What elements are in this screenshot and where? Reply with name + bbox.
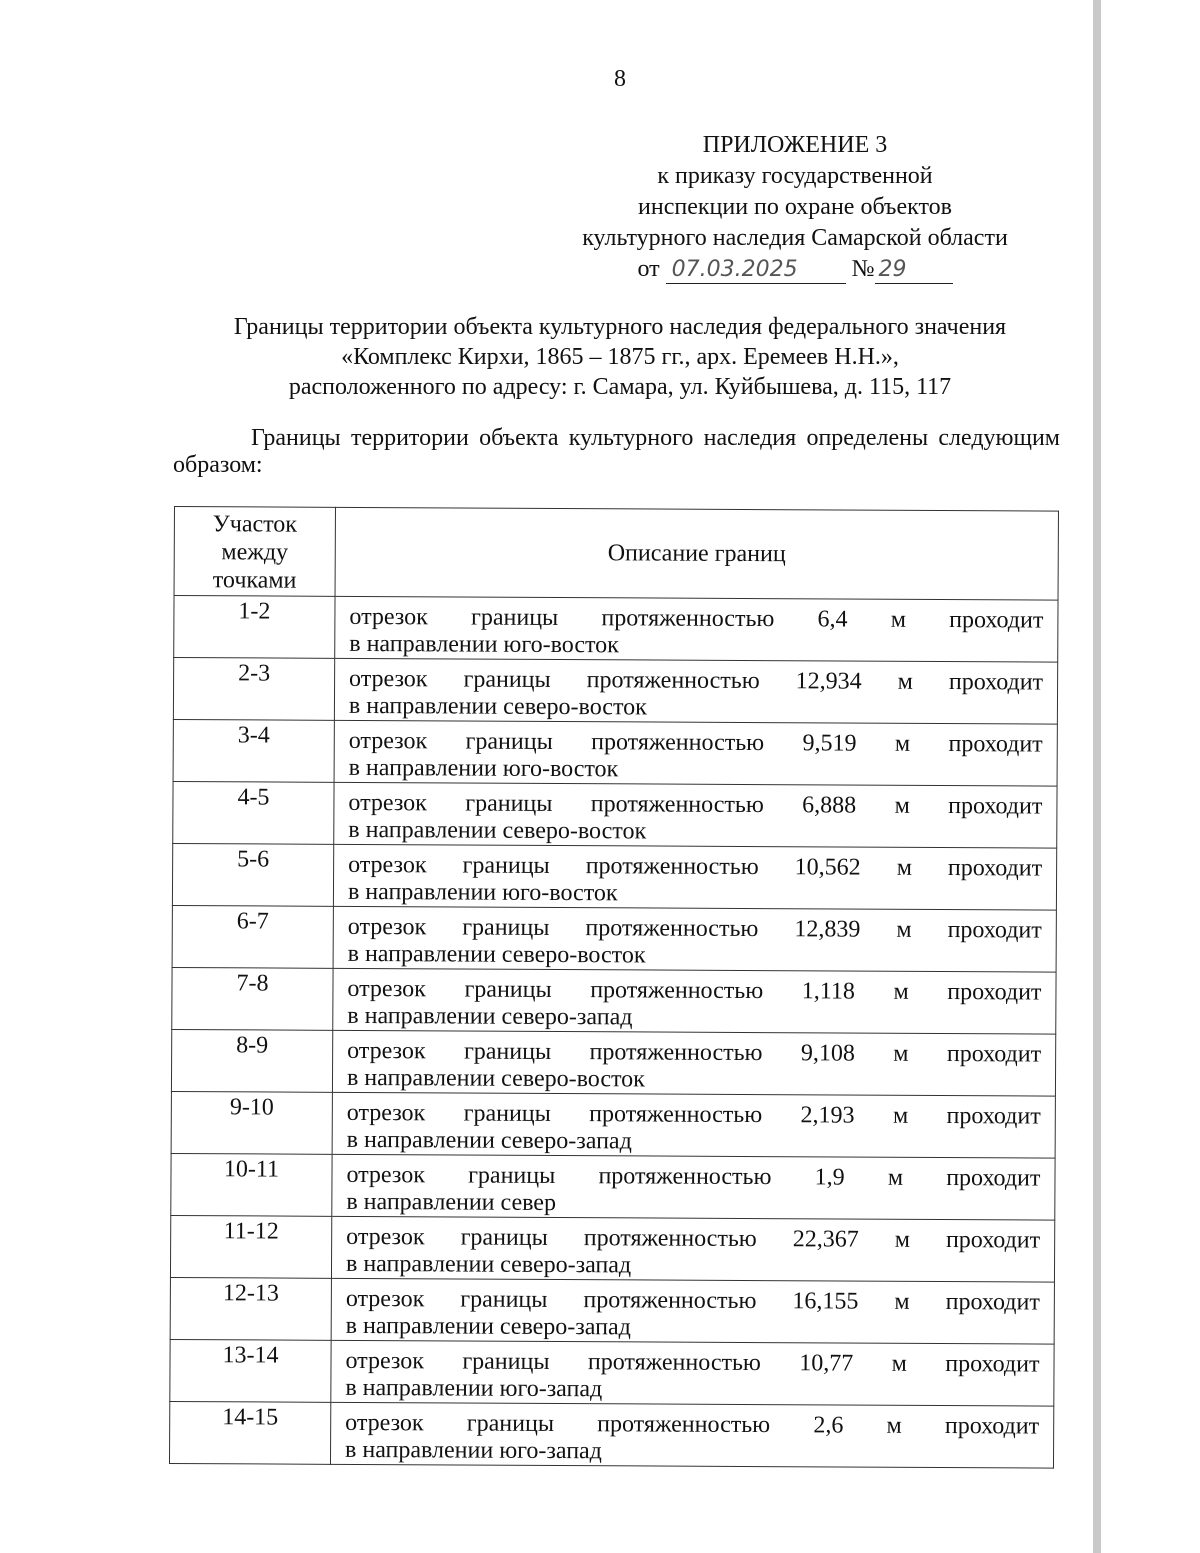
word-passes: проходит [945, 1288, 1040, 1316]
length-value: 10,77 [799, 1349, 854, 1377]
word-segment: отрезок [348, 851, 427, 878]
length-value: 10,562 [794, 853, 861, 881]
word-boundary: границы [463, 1038, 552, 1065]
word-boundary: границы [465, 790, 553, 817]
word-boundary: границы [463, 666, 551, 693]
length-value: 12,934 [795, 667, 862, 695]
header-segment-line: между [221, 539, 289, 566]
table-row [171, 1091, 1055, 1158]
header-description: Описание границ [335, 507, 1058, 600]
word-segment: отрезок [345, 1409, 424, 1436]
segment-cell: 1-2 [174, 596, 335, 659]
scan-margin [1101, 0, 1200, 1553]
word-boundary: границы [466, 1410, 555, 1437]
word-segment: отрезок [346, 1099, 426, 1126]
word-segment: отрезок [347, 975, 426, 1002]
segment-cell: 13-14 [170, 1339, 331, 1402]
description-line-1 [345, 1342, 1039, 1378]
word-passes: проходит [948, 668, 1044, 696]
direction-text: в направлении юго-восток [347, 878, 618, 906]
table-row [172, 905, 1056, 972]
length-value: 1,9 [814, 1163, 845, 1191]
description-cell [330, 1402, 1053, 1468]
word-segment: отрезок [348, 789, 427, 816]
direction-text: в направлении северо-запад [345, 1250, 632, 1278]
table-row [171, 1029, 1055, 1096]
length-value: 12,839 [794, 915, 861, 943]
from-label: от [637, 256, 660, 282]
length-value: 6,888 [802, 791, 857, 819]
boundaries-table [169, 506, 1059, 1469]
length-unit: м [886, 1412, 902, 1439]
table-row [170, 1277, 1054, 1344]
word-passes: проходит [945, 1226, 1041, 1254]
word-passes: проходит [946, 1040, 1042, 1068]
description-line-1 [349, 660, 1043, 696]
word-boundary: границы [468, 1162, 556, 1189]
header-segment [174, 507, 335, 597]
length-unit: м [891, 1350, 907, 1377]
description-line-1 [348, 784, 1042, 820]
table-row [173, 781, 1057, 848]
word-length: протяженностью [589, 1038, 763, 1066]
word-length: протяженностью [583, 1286, 757, 1314]
word-segment: отрезок [349, 665, 428, 692]
appendix-line-2: инспекции по охране объектов [638, 194, 952, 220]
word-boundary: границы [463, 1100, 551, 1127]
handwritten-number: 29 [875, 257, 953, 284]
length-unit: м [890, 606, 907, 633]
word-passes: проходит [944, 1412, 1040, 1440]
direction-text: в направлении северо-восток [348, 816, 647, 844]
length-unit: м [894, 1288, 910, 1315]
direction-text: в направлении северо-запад [347, 1002, 633, 1030]
description-cell [334, 720, 1057, 786]
scan-page-edge [1093, 0, 1101, 1553]
word-length: протяженностью [585, 914, 759, 942]
length-value: 2,6 [813, 1411, 844, 1439]
description-line-1 [346, 1280, 1040, 1316]
description-cell [332, 1030, 1055, 1096]
description-cell [333, 844, 1056, 910]
title-line-2: «Комплекс Кирхи, 1865 – 1875 гг., арх. Еремеев Н.Н.», [341, 344, 899, 370]
appendix-title: ПРИЛОЖЕНИЕ 3 [702, 132, 888, 158]
word-segment: отрезок [346, 1223, 425, 1250]
length-unit: м [894, 1226, 911, 1253]
handwritten-date: 07.03.2025 [666, 257, 846, 284]
appendix-line-1: к приказу государственной [657, 163, 933, 189]
word-passes: проходит [948, 730, 1043, 758]
length-unit: м [892, 1102, 909, 1129]
word-passes: проходит [947, 916, 1042, 944]
word-segment: отрезок [347, 1037, 426, 1064]
description-line-1 [347, 970, 1041, 1006]
word-length: протяженностью [590, 790, 764, 818]
description-cell [331, 1216, 1054, 1282]
table-header-row [174, 507, 1058, 601]
segment-cell: 8-9 [171, 1029, 332, 1092]
description-line-1 [348, 908, 1042, 944]
description-cell [332, 1154, 1055, 1220]
word-length: протяженностью [585, 852, 759, 880]
description-line-1 [347, 1032, 1041, 1068]
word-boundary: границы [460, 1286, 548, 1313]
word-segment: отрезок [345, 1285, 425, 1312]
word-segment: отрезок [345, 1347, 425, 1374]
word-length: протяженностью [601, 604, 775, 632]
word-segment: отрезок [347, 913, 427, 940]
length-unit: м [893, 978, 909, 1005]
length-value: 6,4 [817, 605, 848, 633]
description-cell [331, 1340, 1054, 1406]
description-line-1 [349, 598, 1043, 634]
direction-text: в направлении юго-запад [344, 1436, 603, 1464]
direction-text: в направлении юго-восток [349, 630, 619, 658]
length-value: 2,193 [800, 1101, 855, 1129]
length-value: 1,118 [801, 977, 855, 1005]
length-value: 16,155 [792, 1287, 859, 1315]
word-passes: проходит [949, 606, 1044, 634]
intro-paragraph: Границы территории объекта культурного наследия определены следующим образом: [173, 425, 1060, 478]
description-cell [335, 596, 1058, 662]
table-row [174, 596, 1058, 663]
word-boundary: границы [470, 604, 559, 631]
description-line-1 [349, 722, 1043, 758]
word-segment: отрезок [348, 727, 428, 754]
description-line-1 [347, 1094, 1041, 1130]
table-row [170, 1339, 1054, 1406]
word-length: протяженностью [590, 976, 764, 1004]
word-length: протяженностью [586, 666, 760, 694]
length-unit: м [897, 668, 913, 695]
description-cell [333, 906, 1056, 972]
appendix-header [560, 130, 1030, 285]
direction-text: в направлении северо-восток [346, 1064, 645, 1092]
direction-text: в направлении северо-запад [345, 1312, 631, 1340]
description-cell [334, 658, 1057, 724]
segment-cell: 14-15 [169, 1401, 330, 1464]
word-segment: отрезок [346, 1161, 425, 1188]
length-unit: м [894, 792, 910, 819]
direction-text: в направлении северо-восток [348, 692, 647, 720]
description-cell [332, 1092, 1055, 1158]
word-passes: проходит [947, 854, 1043, 882]
segment-cell: 10-11 [171, 1153, 332, 1216]
description-cell [333, 968, 1056, 1034]
word-boundary: границы [462, 914, 550, 941]
segment-cell: 9-10 [171, 1091, 332, 1154]
direction-text: в направлении северо-запад [346, 1126, 632, 1154]
length-value: 9,108 [800, 1039, 855, 1067]
length-unit: м [896, 916, 912, 943]
word-boundary: границы [465, 728, 553, 755]
segment-cell: 12-13 [170, 1277, 331, 1340]
table-row [169, 1401, 1053, 1468]
description-cell [334, 782, 1057, 848]
direction-text: в направлении юго-восток [348, 754, 619, 782]
table-row [173, 719, 1057, 786]
segment-cell: 2-3 [173, 658, 334, 721]
word-length: протяженностью [583, 1224, 757, 1252]
table-row [172, 843, 1056, 910]
table-row [171, 1153, 1055, 1220]
word-length: протяженностью [589, 1100, 763, 1128]
page-number: 8 [614, 66, 626, 92]
segment-cell: 3-4 [173, 719, 334, 782]
order-date-line [560, 254, 1030, 285]
segment-cell: 4-5 [173, 781, 334, 844]
description-line-1 [345, 1404, 1039, 1440]
word-boundary: границы [464, 976, 552, 1003]
direction-text: в направлении север [346, 1188, 557, 1216]
table-row [173, 658, 1057, 725]
length-unit: м [896, 854, 912, 881]
word-passes: проходит [948, 792, 1043, 820]
segment-cell: 6-7 [172, 905, 333, 968]
header-segment-line: точками [212, 567, 297, 594]
word-segment: отрезок [349, 603, 428, 630]
description-line-1 [346, 1156, 1040, 1192]
table-row [170, 1215, 1054, 1282]
word-passes: проходит [946, 1164, 1041, 1192]
direction-text: в направлении северо-восток [347, 940, 646, 968]
document-title [180, 312, 1060, 402]
word-length: протяженностью [591, 728, 765, 756]
length-unit: м [887, 1164, 904, 1191]
number-label: № [851, 256, 875, 282]
segment-cell: 7-8 [172, 967, 333, 1030]
segment-cell: 11-12 [170, 1215, 331, 1278]
length-unit: м [893, 1040, 909, 1067]
word-passes: проходит [945, 1350, 1040, 1378]
length-unit: м [894, 730, 911, 757]
description-cell [331, 1278, 1054, 1344]
word-length: протяженностью [598, 1162, 772, 1190]
word-boundary: границы [462, 852, 550, 879]
word-boundary: границы [462, 1348, 550, 1375]
word-boundary: границы [460, 1224, 548, 1251]
segment-cell: 5-6 [172, 843, 333, 906]
appendix-line-3: культурного наследия Самарской области [582, 225, 1008, 251]
direction-text: в направлении юго-запад [345, 1374, 603, 1402]
word-passes: проходит [946, 1102, 1041, 1130]
title-line-3: расположенного по адресу: г. Самара, ул. Куйбышева, д. 115, 117 [288, 374, 952, 400]
word-passes: проходит [947, 978, 1042, 1006]
description-line-1 [348, 846, 1042, 882]
word-length: протяженностью [597, 1410, 771, 1438]
table-row [172, 967, 1056, 1034]
length-value: 9,519 [802, 729, 857, 757]
header-segment-line: Участок [212, 511, 298, 538]
description-line-1 [346, 1218, 1040, 1254]
length-value: 22,367 [792, 1225, 859, 1253]
word-length: протяженностью [587, 1348, 761, 1376]
title-line-1: Границы территории объекта культурного наследия федерального значения [233, 314, 1007, 340]
